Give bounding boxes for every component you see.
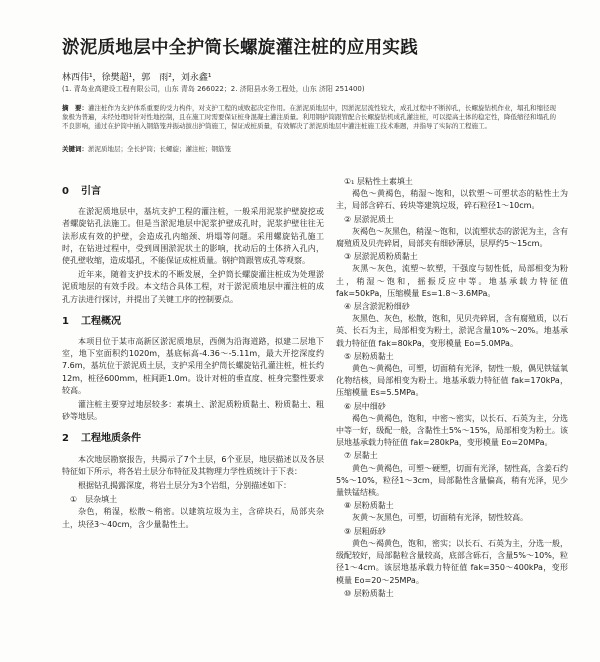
layer-label: ⑥ 层中细砂 (344, 401, 386, 411)
paragraph: 近年来，随着支护技术的不断发展，全护筒长螺旋灌注桩成为处理淤泥质地层的有效手段。本文结合具体工程，对于淤泥质地层中灌注桩的成孔方法进行探讨，并提出了关键工序的控制要点。 (62, 270, 324, 304)
layer-description: 黄色～黄褐色，可塑，切面稍有光泽，韧性一般，偶见铁锰氧化物结核，局部相变为粉土。地基承载力特征值 fak=170kPa，压缩模量 Es=5.5MPa。 (336, 364, 568, 398)
layer-description: 褐色～黄褐色，饱和，中密～密实，以长石、石英为主，分选中等一好，级配一般，含黏性土5%～15%，局部相变为粉土。该层地基承载力特征值 fak=280kPa，变形模量 Eo=20MPa。 (336, 413, 568, 448)
paragraph: 灌注桩主要穿过地层较多：素填土、淤泥质粉质黏土、粉质黏土、粗砂等地层。 (62, 400, 324, 422)
layer-description: 灰黑～灰色，流塑～软塑，干强度与韧性低，局部相变为粉土，稍湿～饱和，摇振反应中等。地基承载力特征值 fak=50kPa，压缩模量 Es=1.8～3.6MPa。 (336, 264, 568, 298)
paragraph: 根据钻孔揭露深度，将岩土层分为3个岩组，分别描述如下： (78, 481, 292, 491)
layer-description: 黄色～黄褐色，可塑～硬塑，切面有光泽，韧性高，含姜石约5%～10%，粒径1～3cm，局部黏性含量偏高，稍有光泽，见少量铁锰结核。 (336, 463, 568, 498)
section-number: 2 (62, 433, 69, 445)
section-number: 0 (62, 186, 69, 197)
paragraph: 本次地层勘察报告，共揭示了7个土层，6个亚层，地层描述以及各层特征如下所示，将各岩土层分布特征及其物理力学性质统计于下表： (62, 454, 324, 476)
layer-label: ⑤ 层粉质黏土 (344, 351, 394, 361)
abstract-text: 灌注桩作为支护体系重要的受力构件，对支护工程的成败起决定作用。在淤泥质地层中，因淤泥层流性较大，成孔过程中不断掉孔，长螺旋钻机作业，塌孔和缩径现象极为普遍，未经处理时针对性地控制，且在施工时需要保证桩身混凝土灌注质量。利用钢护筒跟管配合长螺旋钻机成孔灌注桩，可以提高土体的稳定性，降低缩径和塌孔的不良影响，通过在护筒中插入钢筋笼并振动拔出护筒施工，保证成桩质量，有效解决了淤泥质地层中灌注桩施工技术难题，并指导了实际的工程施工。 (62, 104, 556, 131)
keywords-text: 淤泥质地层；全长护筒；长螺旋；灌注桩；钢筋笼 (88, 145, 231, 153)
section-title: 引言 (80, 186, 101, 197)
layer-label: ③ 层淤泥质粉质黏土 (344, 252, 418, 262)
section-title: 工程概况 (80, 315, 121, 327)
keywords-label: 关键词： (62, 145, 88, 153)
layer-label: ⑧ 层粉质黏土 (344, 501, 394, 511)
layer-label: ④ 层含淤泥粉细砂 (344, 302, 410, 312)
layer-label: ⑨ 层粗砾砂 (344, 526, 386, 536)
section-title: 工程地质条件 (80, 433, 141, 445)
abstract (62, 104, 562, 132)
section-heading-intro (62, 186, 324, 198)
layer-description: 灰黑色、灰色，松散，饱和，见贝壳碎屑，含有腐殖质，以石英、长石为主，局部相变为粉土，淤泥含量10%～20%。地基承载力特征值 fak=80kPa，变形模量 Eo=5.0MPa。 (336, 314, 568, 348)
layer-label: ⑩ 层粉质黏土 (344, 588, 394, 598)
paper-title: 淤泥质地层中全护筒长螺旋灌注桩的应用实践 (62, 38, 418, 58)
layer-description: 褐色～黄褐色，稍湿～饱和，以软塑～可塑状态的粘性土为主，局部含碎石、砖块等建筑垃圾，碎石粒径1～10cm。 (336, 189, 568, 211)
layer-description: 杂色，稍湿，松散～稍密。以建筑垃圾为主，含碎块石，局部夹杂土，块径3～40cm，含少量黏性土。 (62, 507, 324, 529)
layer-label: ⑦ 层黏土 (344, 451, 378, 461)
layer-label: ① 层杂填土 (70, 495, 118, 505)
layer-label: ② 层淤泥质土 (344, 214, 394, 224)
layer-label: ①₁ 层粘性土素填土 (344, 177, 413, 186)
section-heading-overview (62, 316, 324, 328)
section-heading-geology (62, 433, 324, 445)
paragraph: 在淤泥质地层中，基坑支护工程的灌注桩，一般采用泥浆护壁旋挖或者螺旋钻孔法施工。但是当淤泥地层中泥浆护壁成孔时，泥浆护壁往往无法形成有效的护壁，会造成孔内缩颈、坍塌等问题。采用螺旋钻孔施工时，在钻进过程中，受到周围淤泥状土的影响，扰动后的土体挤入孔内，使孔壁收缩，造成塌孔，不能保证成桩质量。钢护筒跟管成孔等观察。 (62, 207, 324, 266)
paragraph: 本项目位于某市高新区淤泥质地层，西侧为沿海道路，拟建二层地下室，地下室面积约1020m，基底标高-4.36～-5.11m，最大开挖深度约7.6m，基坑位于淤泥质土层，支护采用全护筒长螺旋钻孔灌注桩，桩长约12m，桩径600mm，桩间距1.0m。设计对桩的垂直度、桩身完整性要求较高。 (62, 337, 324, 395)
left-column (62, 176, 324, 533)
right-column (336, 176, 568, 600)
keywords (62, 145, 562, 154)
paper-authors: 林西伟¹，徐樊超¹，郭 雨²，刘永鑫¹ (62, 73, 212, 83)
section-number: 1 (62, 315, 69, 327)
layer-description: 灰褐色～灰黑色，稍湿～饱和，以流塑状态的淤泥为主，含有腐殖质及贝壳碎屑，局部夹有细砂薄层，层厚约5～15cm。 (336, 226, 568, 249)
layer-description: 灰黄～灰黑色，可塑，切面稍有光泽，韧性较高。 (352, 513, 528, 523)
layer-description: 黄色～褐黄色，饱和，密实；以长石、石英为主，分选一般，级配较好，局部黏粒含量较高，底部含砾石，含量5%～10%，粒径1～4cm。该层地基承载力特征值 fak=350～400kPa，变形模量 Eo=20～25MPa。 (336, 538, 568, 585)
paper-affiliation: (1. 青岛业高建设工程有限公司，山东 青岛 266022；2. 济阳县水务工程处，山东 济阳 251400) (62, 85, 365, 93)
abstract-label: 摘 要： (62, 104, 88, 112)
